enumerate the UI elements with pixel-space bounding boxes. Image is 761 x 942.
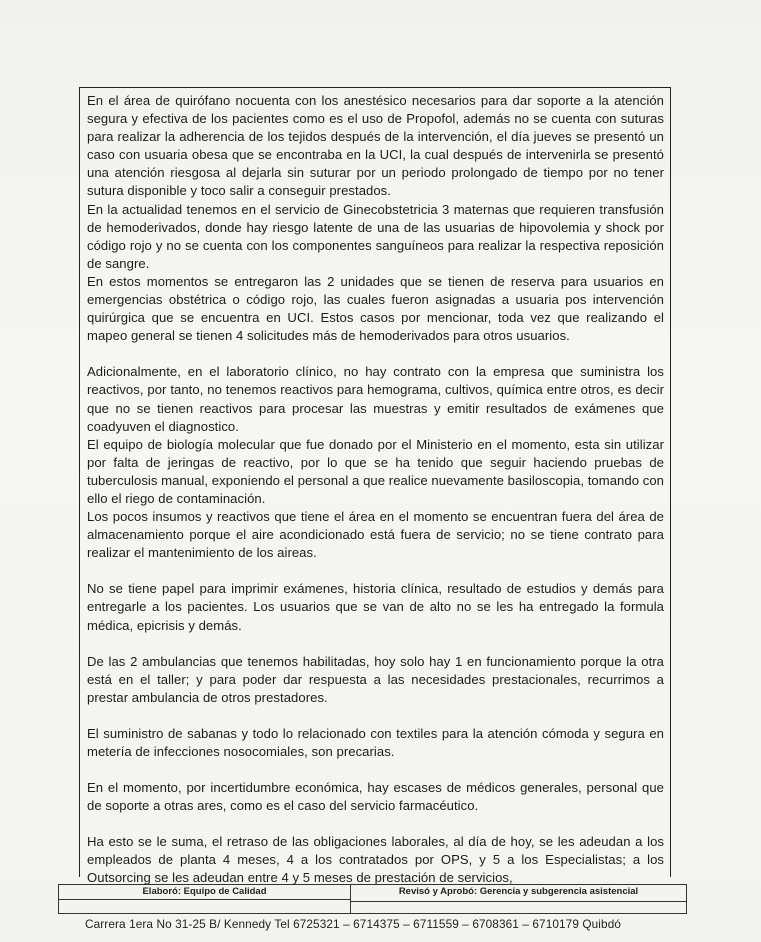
paragraph-quirofano: En el área de quirófano nocuenta con los anestésico necesarios para dar soporte a la atención segura y efectiva de los pacientes como es el uso de Propofol, además no se cuenta con suturas para realizar la adherencia de los tejidos después de la intervención, el día jueves se presentó un caso con usuaria obesa que se encontraba en la UCI, la cual después de intervenirla se presentó una atención riesgosa al dejarla sin suturar por un periodo prolongado de tiempo por no tener sutura disponible y toco salir a conseguir prestados. (87, 93, 664, 199)
paragraph-papel: No se tiene papel para imprimir exámenes, historia clínica, resultado de estudios y demás para entregarle a los pacientes. Los usuarios que se van de alto no se les ha entregado la formula médica, epicrisis y demás. (87, 581, 664, 633)
approved-by-cell (351, 885, 686, 902)
address-line: Carrera 1era No 31-25 B/ Kennedy Tel 6725321 – 6714375 – 6711559 – 6708361 – 6710179 Quibdó (85, 917, 622, 931)
paragraph-biologia-molecular: El equipo de biología molecular que fue donado por el Ministerio en el momento, esta sin utilizar por falta de jeringas de reactivo, por lo que se ha tenido que seguir haciendo pruebas de tuberculosis manual, exponiendo el personal a que realice nuevamente basiloscopia, tomando con ello el riego de contaminación. (87, 436, 664, 506)
paragraph-gap (87, 761, 664, 779)
paragraph-medicos: En el momento, por incertidumbre económica, hay escases de médicos generales, personal que de soporte a otras ares, como es el caso del servicio farmacéutico. (87, 780, 664, 814)
approved-by-label: Revisó y Aprobó: Gerencia y subgerencia asistencial (398, 886, 639, 897)
prepared-by-label: Elaboró: Equipo de Calidad (142, 886, 267, 897)
paragraph-gap (87, 345, 664, 363)
document-body-box (79, 87, 671, 886)
paragraph-obligaciones-laborales: Ha esto se le suma, el retraso de las obligaciones laborales, al día de hoy, se les adeudan a los empleados de planta 4 meses, 4 a los contratados por OPS, y 5 a los Especialistas; a los Outsorcing se les adeudan entre 4 y 5 meses de prestación de servicios, (87, 834, 664, 886)
paragraph-insumos: Los pocos insumos y reactivos que tiene el área en el momento se encuentran fuera del área de almacenamiento porque el aire acondicionado está fuera de servicio; no se tiene contrato para realizar el mantenimiento de los aireas. (87, 509, 664, 561)
paragraph-gap (87, 707, 664, 725)
approval-footer-table (58, 884, 687, 914)
footer-divider (59, 899, 350, 900)
paragraph-gap (87, 815, 664, 833)
paragraph-ambulancias: De las 2 ambulancias que tenemos habilitadas, hoy solo hay 1 en funcionamiento porque la otra está en el taller; y para poder dar respuesta a las necesidades prestacionales, recurrimos a prestar ambulancia de otros prestadores. (87, 653, 664, 705)
paragraph-laboratorio: Adicionalmente, en el laboratorio clínico, no hay contrato con la empresa que suministra los reactivos, por tanto, no tenemos reactivos para hemograma, cultivos, química entre otros, es decir que no se tienen reactivos para procesar las muestras y emitir resultados de exámenes que coadyuven el diagnostico. (87, 364, 664, 434)
paragraph-gap (87, 562, 664, 580)
paragraph-textiles: El suministro de sabanas y todo lo relacionado con textiles para la atención cómoda y segura en metería de infecciones nosocomiales, son precarias. (87, 725, 664, 759)
paragraph-unidades-reserva: En estos momentos se entregaron las 2 unidades que se tienen de reserva para usuarios en emergencias obstétrica o código rojo, las cuales fueron asignadas a usuaria pos intervención quirúrgica que se encuentra en UCI. Estos casos por mencionar, toda vez que realizando el mapeo general se tienen 4 solicitudes más de hemoderivados para otros usuarios. (87, 273, 664, 344)
paragraph-ginecobstetricia: En la actualidad tenemos en el servicio de Ginecobstetricia 3 maternas que requieren transfusión de hemoderivados, donde hay riesgo latente de una de las usuarias de hipovolemia y shock por código rojo y no se cuenta con los componentes sanguíneos para realizar la respectiva reposición de sangre. (87, 201, 664, 271)
paragraph-gap (87, 635, 664, 653)
